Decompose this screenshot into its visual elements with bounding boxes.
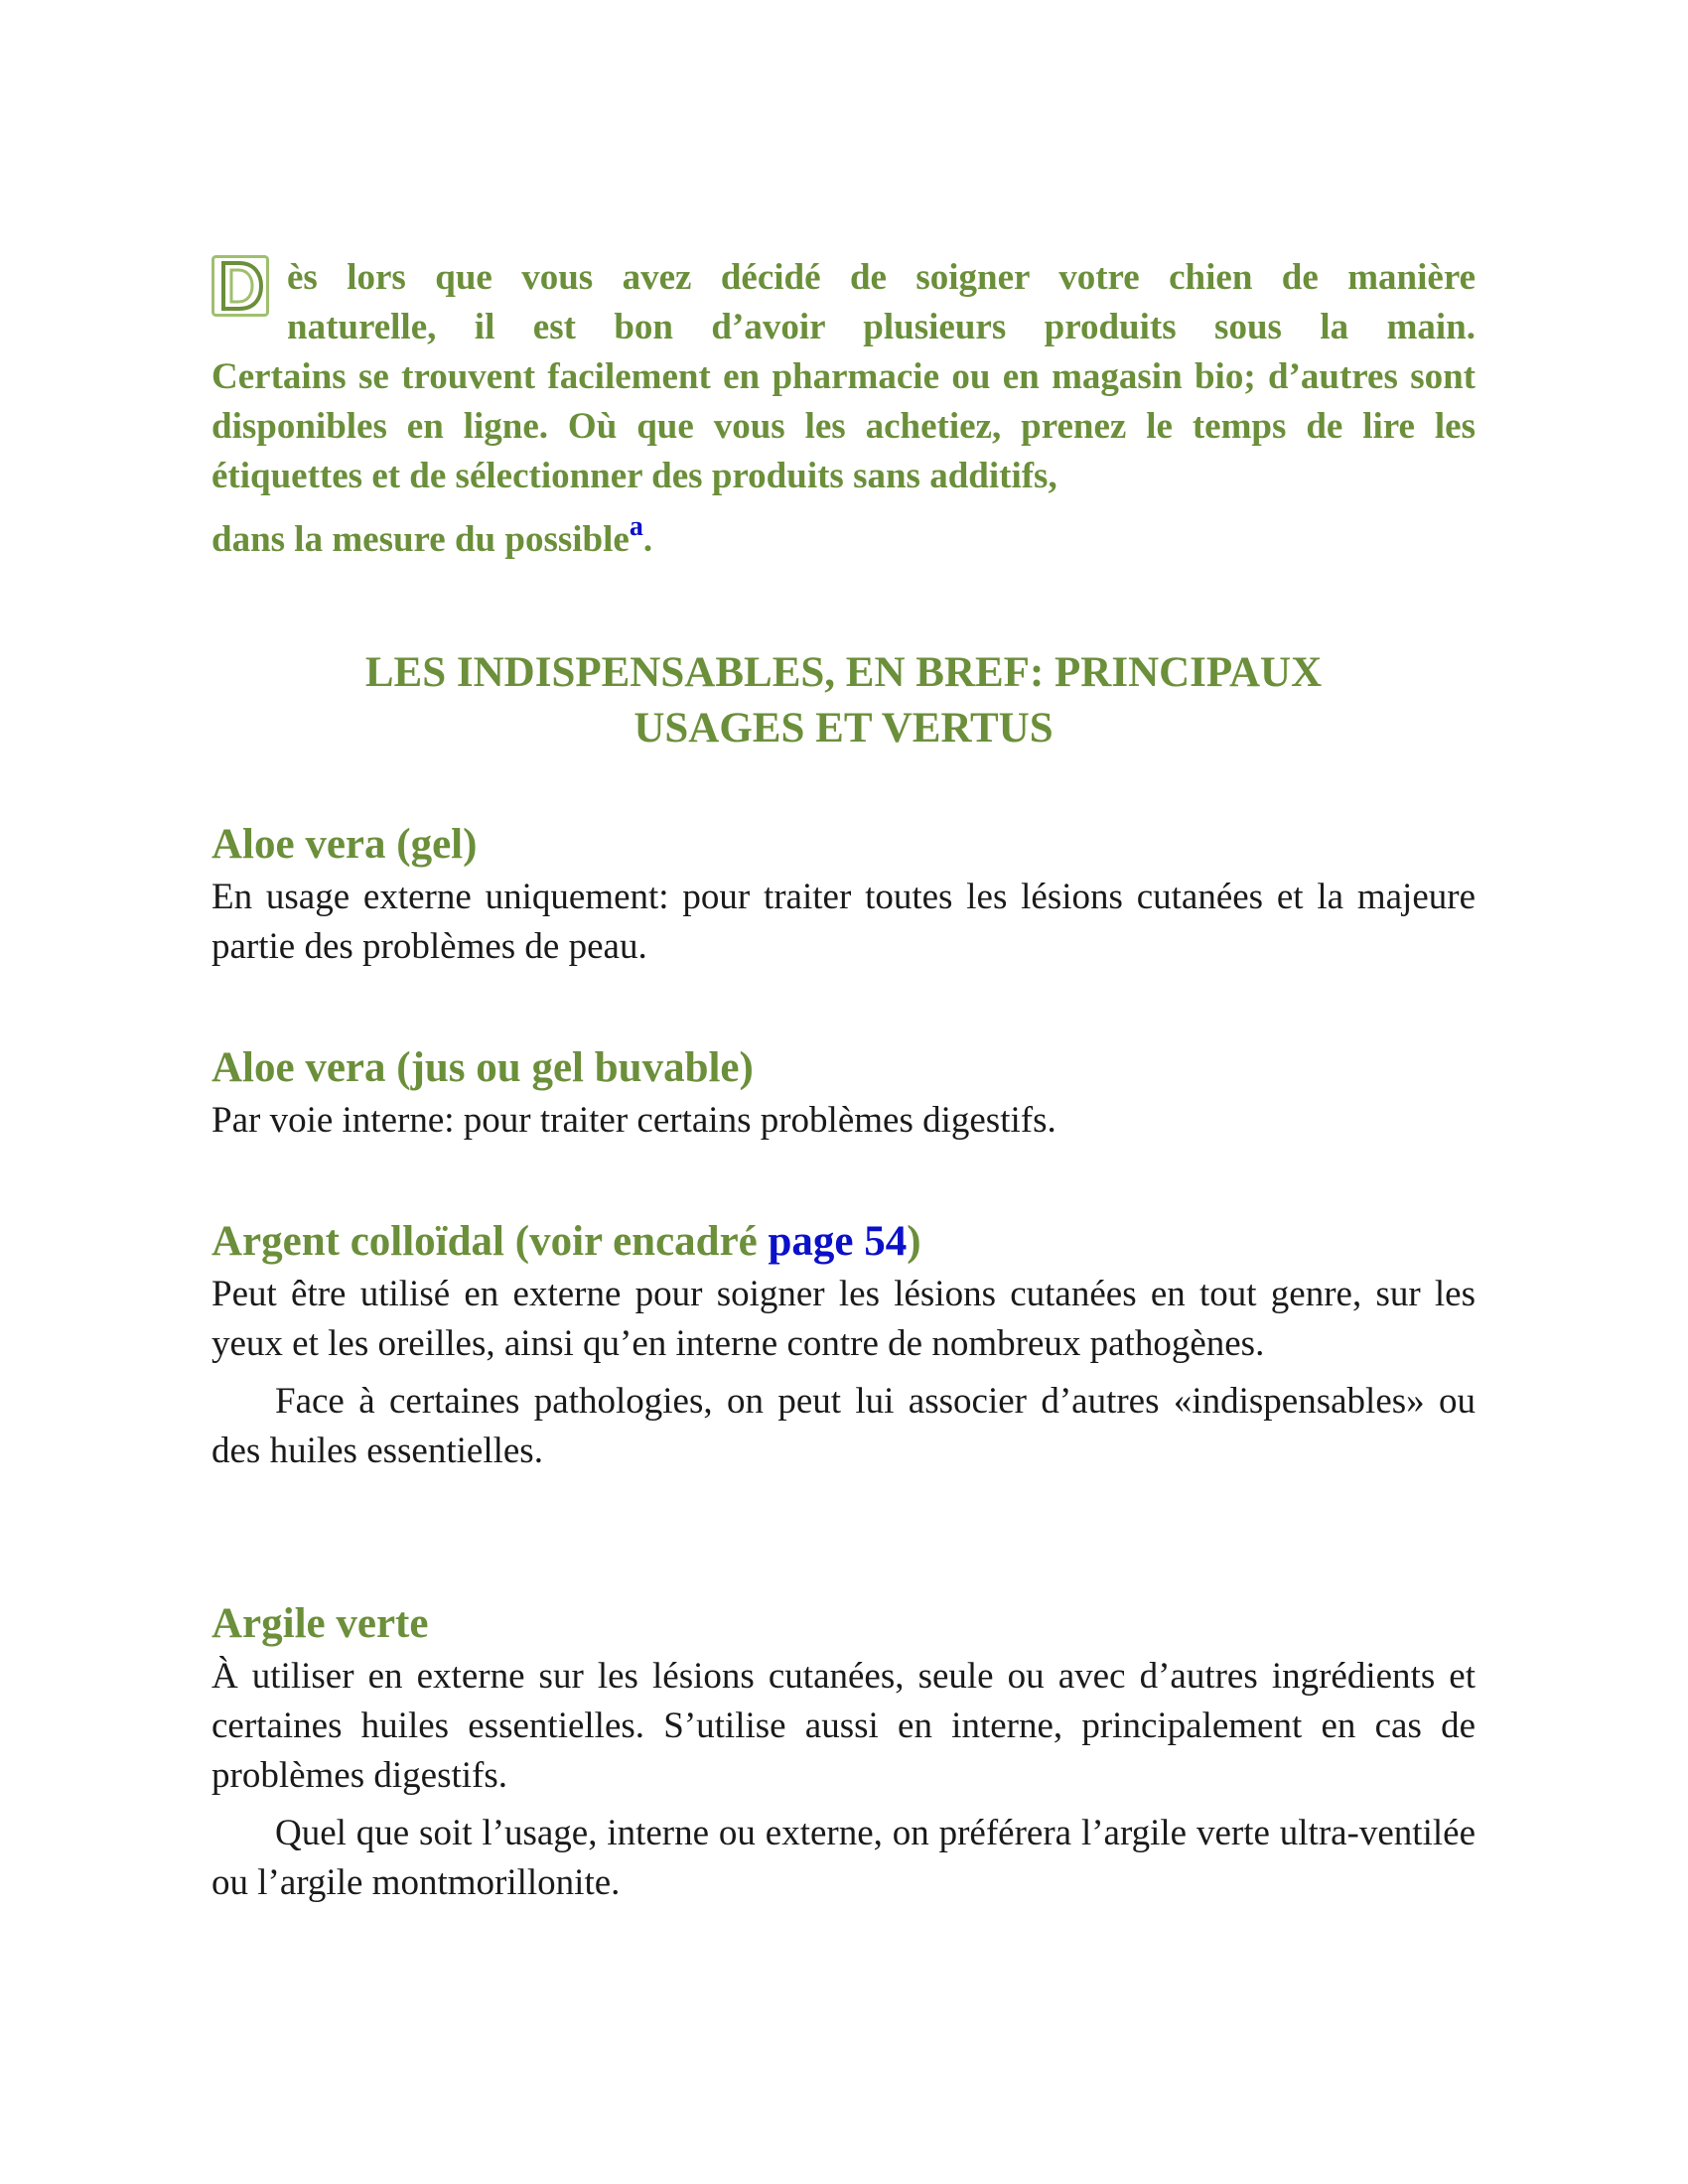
entry-body-2: Face à certaines pathologies, on peut lui associer d’autres «indispensables» ou des huiles essentielles. [211,1381,1476,1471]
entry-title: Aloe vera (jus ou gel buvable) [211,1044,754,1091]
section-title-line-2: USAGES ET VERTUS [633,705,1054,751]
intro-line-1: ès lors que vous avez décidé de soigner votre chien de manière [287,257,1476,298]
entry-body-2: Quel que soit l’usage, interne ou externe, on préférera l’argile verte ultra-ventilée ou l’argile montmorillonite. [211,1813,1476,1903]
section-title-line-1: LES INDISPENSABLES, EN BREF: PRINCIPAUX [364,649,1323,696]
entry-title: Aloe vera (gel) [211,821,478,868]
intro-paragraph [211,253,1476,565]
section-heading-block [211,645,1476,756]
entry-argile-verte [211,1596,1476,1908]
entry-title-suffix: ) [907,1218,921,1265]
intro-last-text: dans la mesure du possible [211,519,630,560]
intro-line-2: naturelle, il est bon d’avoir plusieurs produits sous la main. [287,307,1476,347]
entry-title [211,1214,1476,1270]
entry-title: Argile verte [211,1600,429,1647]
section-title [211,645,1476,756]
page-link[interactable]: page 54 [768,1218,908,1265]
entry-title-prefix: Argent colloïdal (voir encadré [211,1218,769,1265]
intro-final-punct: . [642,519,653,560]
entry-argent-colloidal [211,1214,1476,1476]
entry-body: Par voie interne: pour traiter certains problèmes digestifs. [211,1100,1056,1141]
intro-body: Certains se trouvent facilement en pharmacie ou en magasin bio; d’autres sont disponibles en ligne. Où que vous les achetiez, prenez le temps de lire les étiquettes et de sélectionner des produits sans additifs, [211,356,1476,496]
entry-aloe-vera-jus [211,1040,1476,1146]
footnote-link[interactable]: a [629,511,643,542]
entry-body: À utiliser en externe sur les lésions cutanées, seule ou avec d’autres ingrédients et certaines huiles essentielles. S’utilise aussi en interne, principalement en cas de problèmes digestifs. [211,1656,1476,1796]
entry-body: En usage externe uniquement: pour traiter toutes les lésions cutanées et la majeure partie des problèmes de peau. [211,877,1476,967]
dropcap-letter-d [211,255,269,317]
entry-aloe-vera-gel [211,817,1476,972]
intro-last-line [211,511,653,565]
document-page [211,253,1476,1903]
entry-body: Peut être utilisé en externe pour soigner les lésions cutanées en tout genre, sur les yeux et les oreilles, ainsi qu’en interne contre de nombreux pathogènes. [211,1274,1476,1364]
